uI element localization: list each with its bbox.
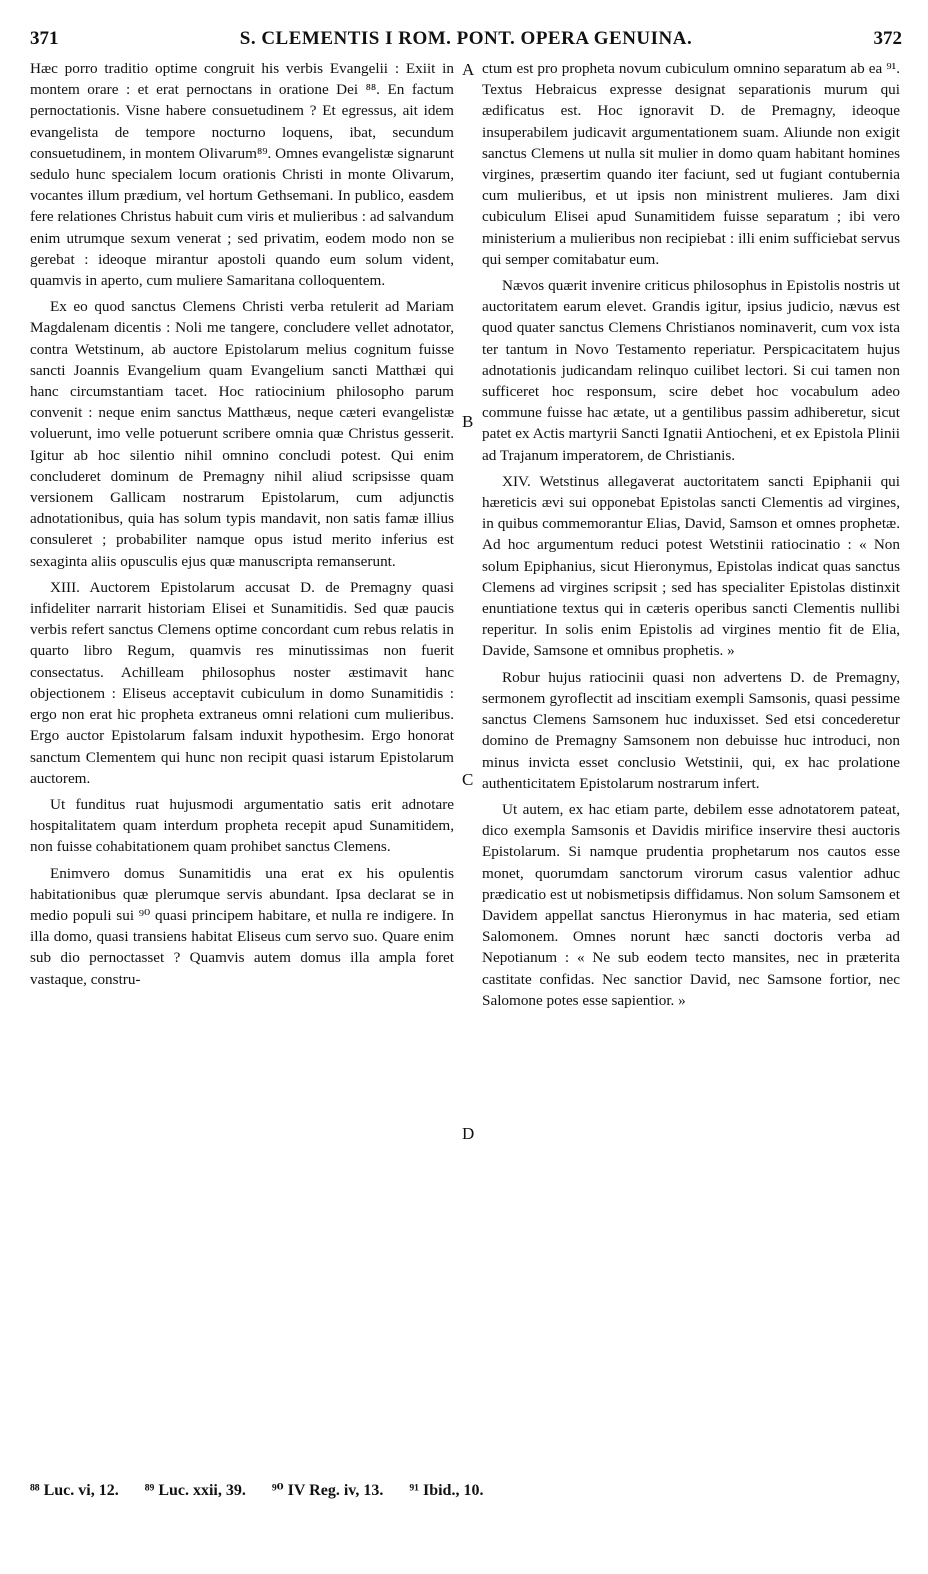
paragraph: Ex eo quod sanctus Clemens Christi verba retulerit ad Mariam Magdalenam dicentis : Noli me tangere, concludere vellet adnotator, contra Wetstinum, ab auctore Epistolarum melius cognitum fuisse sancti Joannis Evangelium quam Evangelium sancti Matthæi qui hanc circumstantiam tacet. Hoc ratiocinium philosopho parum convenit : neque enim sanctus Matthæus, neque cæteri evangelistæ voluerunt, imo velle potuerunt scribere omnia quæ Christus gesserit. Igitur ab hoc silentio nihil omnino concludi potest. Qui enim concluderet dominum de Premagny nihil aliud scripsisse quam versionem Gallicam nostrarum Epistolarum, cum adjunctis adnotationibus, quia has solum typis mandavit, non satis famæ illius consuleret ; probabiliter namque opus istud merito inferius est sexaginta aliis opusculis ejus quæ manuscripta remanserunt. xyxy=(30,298,454,570)
paragraph: Enimvero domus Sunamitidis una erat ex his opulentis habitationibus quæ plerumque servis abundant. Ipsa declarat se in medio populi sui ⁹⁰ quasi principem habitare, et nulla re indigere. In illa domo, quasi transiens habitat Eliseus cum servo suo. Quare enim sub dio pernoctasset ? Quamvis autem domus illa ampla foret vastaque, constru- xyxy=(30,864,454,988)
paragraph: ctum est pro propheta novum cubiculum omnino separatum ab ea ⁹¹. Textus Hebraicus expresse designat separationis murum qui ædificatus est. Hoc ignoravit D. de Premagny, ideoque insuperabilem judicavit argumentationem suam. Aliunde non exigit sanctus Clemens ut nulla sit mulier in domo quam habitant homines virgines, præsertim quando iter faciunt, sed ut fugiant contubernia cum mulieribus, et ut ipsis non ministrent mulieres. Jam dixi cubiculum Elisei apud Sunamitidem fuisse separatum ; ibi vero ministerium a mulieribus non recipiebat : illi enim sufficiebat servus qui semper comitabatur eum. xyxy=(482,60,900,268)
paragraph: Ut funditus ruat hujusmodi argumentatio satis erit adnotare hospitalitatem quam interdum propheta recepit apud Sunamitidem, non fuisse cohabitationem quam prohibet sanctus Clemens. xyxy=(30,795,454,856)
margin-marker-b: B xyxy=(462,412,474,431)
paragraph: Nævos quærit invenire criticus philosophus in Epistolis nostris ut auctoritatem earum elevet. Grandis igitur, ipsius judicio, nævus est quod quater sanctus Clemens Christianos nominaverit, cum vox ista ter tantum in Novo Testamento reperiatur. Perspicacitatem hujus adnotationis judicandam relinquo cuilibet lectori. Si cui tamen non sufficeret hoc responsum, scire debet hoc vocabulum adeo commune fuisse hac ætate, ut a gentilibus passim adhiberetur, sicut patet ex Actis martyrii Sancti Ignatii Antiocheni, et ex Epistola Plinii ad Trajanum imperatorem, de Christianis. xyxy=(482,277,900,464)
margin-marker-a: A xyxy=(462,60,475,79)
footnote: ⁸⁸ Luc. vi, 12. xyxy=(30,1482,119,1499)
margin-marker-d: D xyxy=(462,1124,475,1143)
running-header xyxy=(30,24,902,54)
paragraph: Hæc porro traditio optime congruit his verbis Evangelii : Exiit in montem orare : et erat pernoctans in oratione Dei ⁸⁸. En factum pernoctationis. Visne habere consuetudinem ? Et egressus, ait idem evangelista de tempore nocturno loquens, ibat, secundum consuetudinem, in montem Olivarum⁸⁹. Omnes evangelistæ signarunt sedulo hunc specialem locum orationis Christi in monte Olivarum, vocantes illum prædium, vel hortum Gethsemani. In publico, easdem fere relationes Christus habuit cum viris et mulieribus : ad salvandum enim utrumque sexum venerat ; sed privatim, eodem modo non se gerebat : ideoque mirantur apostoli quando eum solum vident, quamvis in aperto, cum muliere Samaritana colloquentem. xyxy=(30,60,454,290)
paragraph: XIII. Auctorem Epistolarum accusat D. de Premagny quasi infideliter narrarit historiam Elisei et Sunamitidis. Sed quæ paucis verbis refert sanctus Clemens optime concordant cum rebus relatis in quarto libro Regum, quamvis res minutissimas non fuerit consectatus. Achilleam philosophus noster æstimavit hanc objectionem : Eliseus acceptavit cubiculum in domo Sunamitidis : ergo non erat hic propheta extraneus omni relationi cum mulieribus. Ergo auctor Epistolarum falsam induxit hypothesim. Ergo honorat sanctum Clementem qui hunc non recipit quasi istarum Epistolarum auctorem. xyxy=(30,578,454,787)
right-column xyxy=(482,58,900,1458)
paragraph: Ut autem, ex hac etiam parte, debilem esse adnotatorem pateat, dico exempla Samsonis et Davidis mirifice inservire thesi auctoris Epistolarum. Si namque prudentia prophetarum nos cautos esse monet, quorumdam sanctorum virorum casus valentior adhuc prædicatio est ut nobismetipsis diffidamus. Non solum Samsonem et Davidem appellat sanctus Hieronymus in hac materia, sed etiam Salomonem. Omnes norunt hæc sancti doctoris verba ad Nepotianum : « Ne sub eodem tecto mansites, nec in præterita castitate confidas. Nec sanctior David, nec Samsone fortior, nec Salomone potes esse sapientior. » xyxy=(482,800,900,1009)
footnote: ⁸⁹ Luc. xxii, 39. xyxy=(144,1482,246,1499)
paragraph: XIV. Wetstinus allegaverat auctoritatem sancti Epiphanii qui hæreticis ævi sui opponebat Epistolas sancti Clementis ad virgines, in quibus commemorantur Elias, David, Samson et omnes prophetæ. Ad hoc argumentum reduci potest Wetstinii ratiocinatio : « Non solum Epiphanius, sicut Hieronymus, Epistolas indicat quas sanctus Clemens ad virgines scripsit ; sed has specialiter Epistolas distinxit enuntiatione textus qui in cæteris operibus sancti Clementis nullibi reperitur. In solis enim Epistolis ad virgines mentio fit de Elia, Davide, Samsone et omnibus prophetis. » xyxy=(482,472,900,660)
paragraph: Robur hujus ratiocinii quasi non advertens D. de Premagny, sermonem gyroflectit ad inscitiam exempli Samsonis, quasi pessime sanctus Clemens Samsonem huc induxisset. Sed etsi concederetur domino de Premagny Samsonem non debuisse huc introduci, non minus invicta esset conclusio Wetstinii, qui, ex hac prolatione authenticitatem Epistolarum nostrarum infert. xyxy=(482,668,900,792)
left-column xyxy=(30,58,454,1458)
page-number-right: 372 xyxy=(873,28,902,49)
footnote: ⁹⁰ IV Reg. iv, 13. xyxy=(271,1482,384,1499)
running-title: S. CLEMENTIS I ROM. PONT. OPERA GENUINA. xyxy=(239,28,693,49)
footnotes xyxy=(30,1480,902,1500)
footnote: ⁹¹ Ibid., 10. xyxy=(409,1482,484,1499)
page-number-left: 371 xyxy=(30,28,59,49)
margin-marker-c: C xyxy=(462,770,474,789)
